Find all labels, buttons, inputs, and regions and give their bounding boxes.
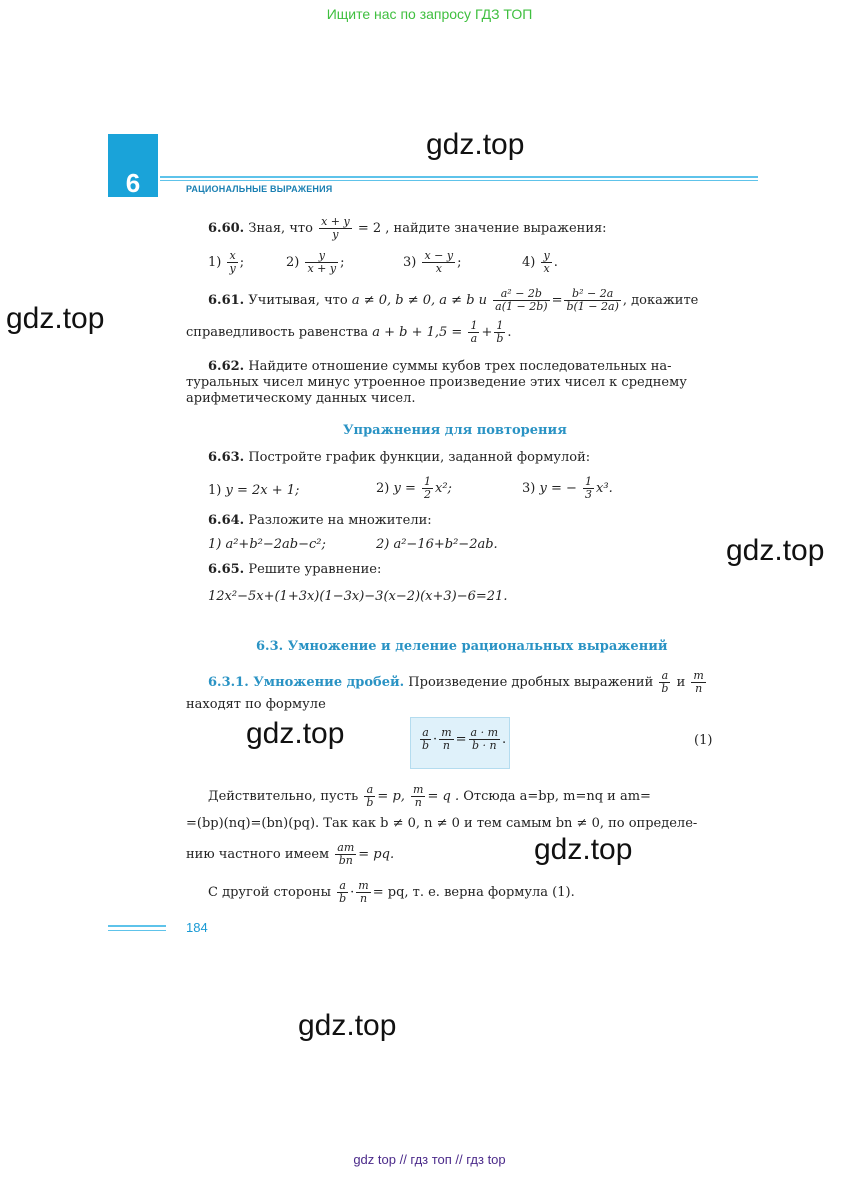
formula-1: $\frac{a}{b}$ · $\frac{m}{n}$ = $\frac{a \cdot m}{b \cdot n}$ . [422,726,507,752]
problem-6-62: 6.62. Найдите отношение суммы кубов трех последовательных на- [208,359,672,374]
problem-number: 6.62. [208,359,245,374]
fraction: $\frac{\text{b² − 2a}}{b(1 - 2a)}$ [566,287,619,313]
search-banner: Ищите нас по запросу ГДЗ ТОП [326,6,533,22]
item-6-60-3: 3) $\frac{x - y}{x}$ ; [403,249,462,275]
problem-6-62-line2: туральных чисел минус утроенное произведение этих чисел к среднему [186,375,687,390]
problem-number: 6.60. [208,221,245,236]
watermark: gdz.top [246,717,345,750]
repeat-heading: Упражнения для повторения [343,423,567,438]
fraction: $\frac{m}{n}$ [358,879,369,905]
fraction: $\frac{a}{b}$ [661,669,669,695]
proof-line-4: С другой стороны $\frac{a}{b}$ · $\frac{m}{n}$ = pq, т. е. верна формула (1). [208,879,575,905]
problem-number: 6.61. [208,293,245,308]
item-6-63-1: 1) y = 2x + 1; [208,483,300,498]
item-6-63-3: 3) y = − $\frac{1}{3}$ x³. [522,475,613,501]
fraction: $\frac{a}{b}$ [422,726,430,752]
watermark: gdz.top [298,1009,397,1042]
chapter-title: РАЦИОНАЛЬНЫЕ ВЫРАЖЕНИЯ [186,184,333,194]
header-rule-thin [160,180,758,181]
watermark: gdz.top [6,302,105,335]
fraction: $\frac{x + y}{y}$ [321,215,350,241]
footer-rule [108,925,166,927]
footer-links[interactable]: gdz top // гдз топ // гдз top [353,1152,506,1167]
proof-line-2: =(bp)(nq)=(bn)(pq). Так как b ≠ 0, n ≠ 0 и тем самым bn ≠ 0, по определе- [186,816,698,831]
problem-text: = 2 , найдите значение выражения: [357,221,607,236]
fraction: $\frac{1}{3}$ [585,475,593,501]
proof-line-1: Действительно, пусть $\frac{a}{b}$ = p, $\frac{m}{n}$ = q . Отсюда a=bp, m=nq и am= [208,783,651,809]
fraction: $\frac{m}{n}$ [693,669,704,695]
problem-6-65: 6.65. Решите уравнение: [208,562,382,577]
problem-number: 6.64. [208,513,245,528]
problem-6-63: 6.63. Постройте график функции, заданной формулой: [208,450,591,465]
fraction: $\frac{y}{x + y}$ [307,249,337,275]
fraction: $\frac{x}{y}$ [229,249,236,275]
fraction: $\frac{a \cdot m}{b \cdot n}$ [470,726,499,752]
fraction: $\frac{a}{b}$ [366,783,374,809]
footer-rule-thin [108,930,166,931]
problem-6-62-line3: арифметическому данных чисел. [186,391,416,406]
page-number: 184 [186,920,208,935]
problem-text: Зная, что [248,221,313,236]
fraction: $\frac{a}{b}$ [339,879,347,905]
problem-6-64: 6.64. Разложите на множители: [208,513,432,528]
watermark: gdz.top [534,833,633,866]
problem-6-61: 6.61. Учитывая, что a ≠ 0, b ≠ 0, a ≠ b и $\frac{\text{a² − 2b}}{a(1 - 2b)}$ = $\frac{\text{b² − 2a}}{b(1 - 2a)}$ , докажите [208,287,699,313]
watermark: gdz.top [426,128,525,161]
section-heading: 6.3. Умножение и деление рациональных выражений [256,639,668,654]
subsection-6-3-1: 6.3.1. Умножение дробей. Произведение дробных выражений $\frac{a}{b}$ и $\frac{m}{n}$ [208,669,704,695]
fraction: $\frac{1}{a}$ [470,319,478,345]
fraction: $\frac{x - y}{x}$ [424,249,454,275]
subsection-title: 6.3.1. Умножение дробей. [208,675,405,690]
problem-number: 6.63. [208,450,245,465]
problem-number: 6.65. [208,562,245,577]
problem-6-60 [208,216,607,241]
header-rule [160,176,758,178]
fraction: $\frac{m}{n}$ [441,726,452,752]
chapter-number: 6 [125,168,141,198]
fraction: $\frac{1}{b}$ [496,319,504,345]
item-6-64-1: 1) a²+b²−2ab−c²; [208,537,326,552]
item-6-63-2: 2) y = $\frac{1}{2}$ x²; [376,475,452,501]
problem-6-61-line2: справедливость равенства a + b + 1,5 = $\frac{1}{a}$ + $\frac{1}{b}$ . [186,319,512,345]
subsection-6-3-1-line2: находят по формуле [186,697,326,712]
item-6-60-4: 4) $\frac{y}{x}$ . [522,249,558,275]
equation-label: (1) [694,733,713,748]
equation-6-65: 12x²−5x+(1+3x)(1−3x)−3(x−2)(x+3)−6=21. [208,589,508,604]
item-6-60-1: 1) $\frac{x}{y}$ ; [208,249,245,275]
fraction: $\frac{am}{bn}$ [337,841,355,867]
watermark: gdz.top [726,534,825,567]
fraction: $\frac{y}{x}$ [543,249,550,275]
item-6-60-2: 2) $\frac{y}{x + y}$ ; [286,249,345,275]
item-6-64-2: 2) a²−16+b²−2ab. [376,537,498,552]
fraction: $\frac{1}{2}$ [424,475,431,501]
fraction: $\frac{\text{a² − 2b}}{a(1 - 2b)}$ [495,287,548,313]
fraction: $\frac{m}{n}$ [413,783,424,809]
proof-line-3: нию частного имеем $\frac{am}{bn}$ = pq. [186,841,395,867]
